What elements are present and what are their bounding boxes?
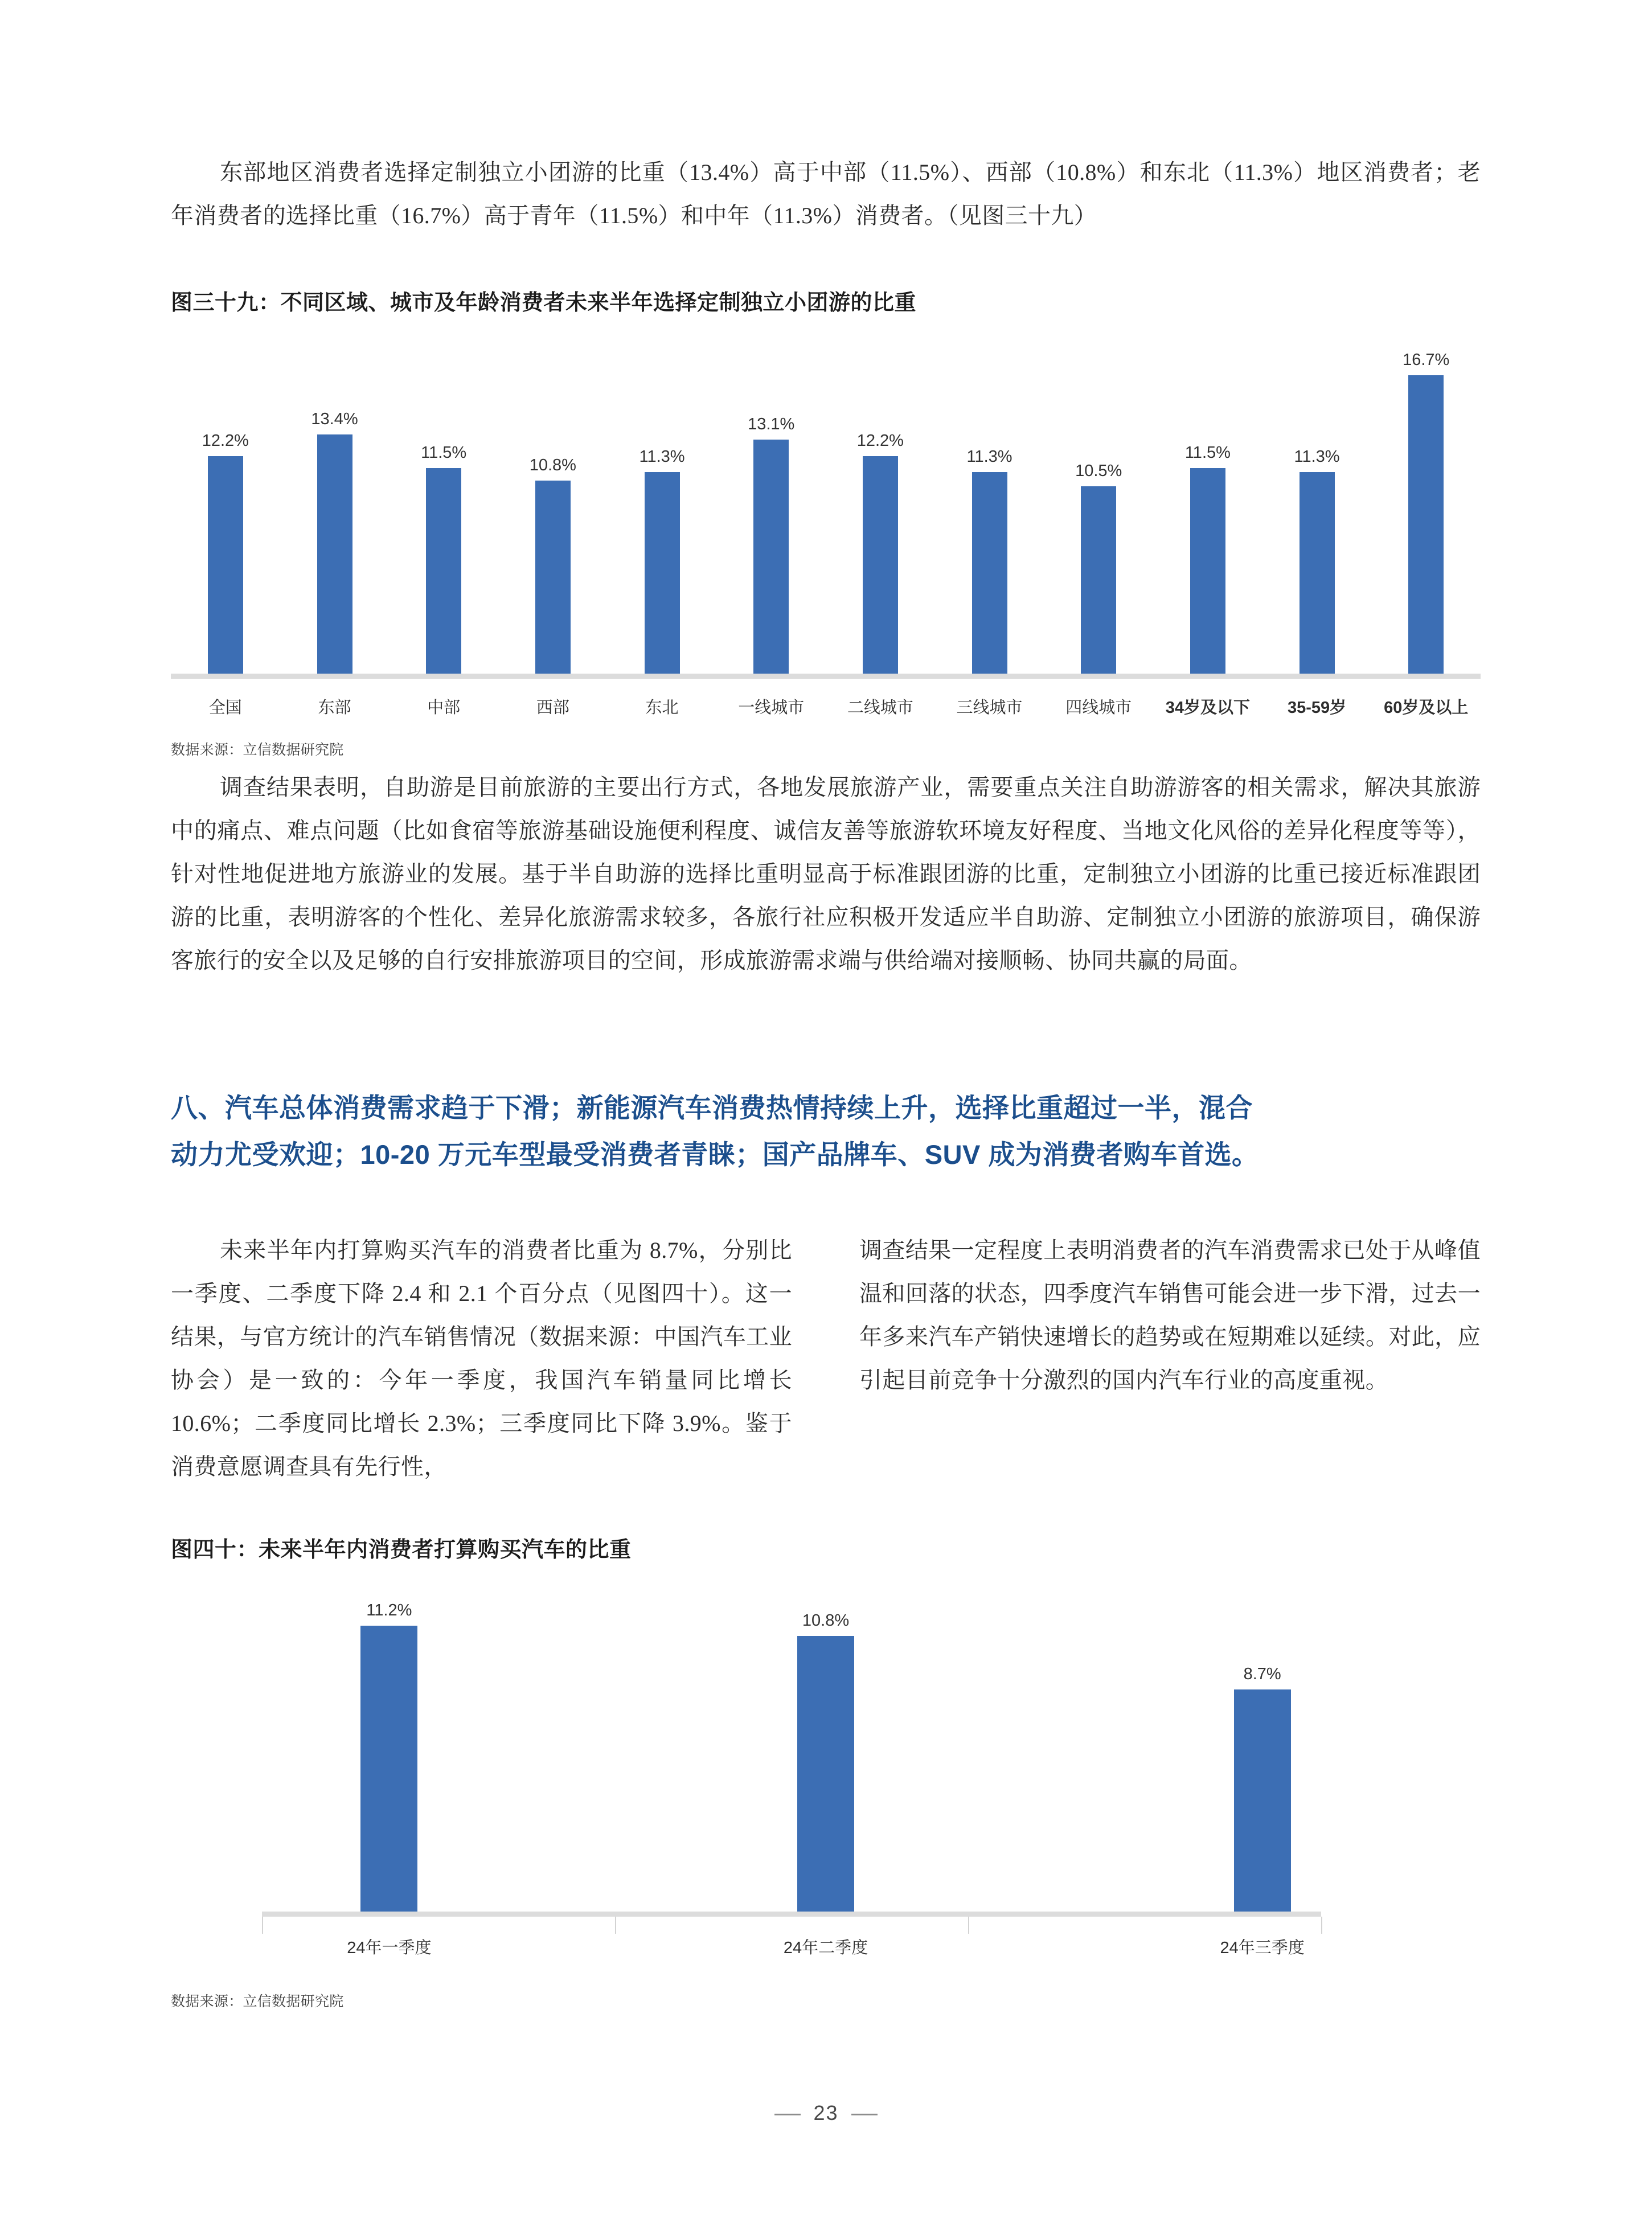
bar-group <box>935 343 1044 674</box>
bar <box>360 1601 417 1912</box>
x-axis-label: 三线城市 <box>956 699 1023 717</box>
bar <box>1075 461 1122 674</box>
bar-value-label: 12.2% <box>202 431 249 450</box>
bar-value-label: 11.5% <box>1184 444 1231 462</box>
x-axis-label: 24年三季度 <box>1220 1939 1305 1957</box>
page-footer <box>0 2101 1652 2125</box>
figure-40-source: 数据来源：立信数据研究院 <box>171 1994 344 2009</box>
figure-39-source: 数据来源：立信数据研究院 <box>171 742 344 758</box>
figure-39-chart <box>171 343 1481 718</box>
analysis-paragraph: 调查结果表明，自助游是目前旅游的主要出行方式，各地发展旅游产业，需要重点关注自助游游客的相关需求，解决其旅游中的痛点、难点问题（比如食宿等旅游基础设施便利程度、诚信友善等旅游软环境友好程度、当地文化风俗的差异化程度等等），针对性地促进地方旅游业的发展。基于半自助游的选择比重明显高于标准跟团游的比重，定制独立小团游的比重已接近标准跟团游的比重，表明游客的个性化、差异化旅游需求较多，各旅行社应积极开发适应半自助游、定制独立小团游的旅游项目，确保游客旅行的安全以及足够的自行安排旅游项目的空间，形成旅游需求端与供给端对接顺畅、协同共赢的局面。 <box>171 774 1481 973</box>
bar <box>529 456 576 674</box>
figure-40-title: 图四十：未来半年内消费者打算购买汽车的比重 <box>171 1538 632 1562</box>
figure-40 <box>171 1532 1481 2011</box>
bar-value-label: 11.5% <box>421 444 467 462</box>
bar-group <box>498 343 608 674</box>
figure-39 <box>171 285 1481 759</box>
bar-group <box>171 343 280 674</box>
bar-group <box>1371 343 1481 674</box>
intro-paragraph-block <box>171 151 1481 237</box>
bar <box>202 431 249 674</box>
bar-group <box>1044 1593 1481 1912</box>
bar-group <box>1153 343 1262 674</box>
right-column <box>859 1229 1481 1488</box>
axis-tick <box>262 1917 263 1934</box>
bar <box>1294 447 1340 674</box>
bar <box>421 444 467 674</box>
figure-39-plot-area <box>171 343 1481 674</box>
bar-group <box>608 343 717 674</box>
bar <box>966 447 1012 674</box>
x-axis-label: 二线城市 <box>847 699 913 717</box>
x-axis-label: 东部 <box>318 699 351 717</box>
bar-value-label: 10.8% <box>802 1611 850 1630</box>
footer-dash-right-icon <box>851 2114 878 2115</box>
bar-group <box>280 343 390 674</box>
bar <box>1234 1665 1291 1912</box>
figure-40-chart <box>171 1593 1481 1958</box>
bar-value-label: 11.2% <box>366 1601 412 1620</box>
figure-40-axis-wrap <box>171 1912 1481 1934</box>
bar <box>639 447 685 674</box>
bar-value-label: 13.1% <box>748 415 795 434</box>
left-column-paragraph: 未来半年内打算购买汽车的消费者比重为 8.7%，分别比一季度、二季度下降 2.4 和 2.1 个百分点（见图四十）。这一结果，与官方统计的汽车销售情况（数据来源：中国汽车工业协会）是一致的：今年一季度，我国汽车销量同比增长 10.6%；二季度同比增长 2.3%；三季度同比下降 3.9%。鉴于消费意愿调查具有先行性， <box>171 1237 792 1479</box>
figure-39-axis-line <box>171 674 1481 679</box>
bar <box>748 415 795 674</box>
figure-40-axis-line <box>262 1912 1321 1917</box>
bar-value-label: 16.7% <box>1403 351 1450 370</box>
x-axis-label: 24年一季度 <box>347 1939 432 1957</box>
bar-group <box>826 343 935 674</box>
bar-group <box>171 1593 608 1912</box>
figure-39-bars <box>171 343 1481 674</box>
bar-value-label: 10.5% <box>1075 461 1122 480</box>
intro-paragraph: 东部地区消费者选择定制独立小团游的比重（13.4%）高于中部（11.5%）、西部（10.8%）和东北（11.3%）地区消费者；老年消费者的选择比重（16.7%）高于青年（11.5%）和中年（11.3%）消费者。（见图三十九） <box>171 159 1481 228</box>
bar-value-label: 8.7% <box>1243 1665 1281 1684</box>
bar-group <box>1044 343 1153 674</box>
x-axis-label: 全国 <box>208 699 242 717</box>
figure-40-plot-area <box>171 1593 1481 1912</box>
x-axis-label: 中部 <box>427 699 461 717</box>
bar <box>1403 351 1450 674</box>
bar-value-label: 13.4% <box>311 409 358 428</box>
bar <box>856 431 904 674</box>
axis-tick <box>968 1917 969 1934</box>
analysis-paragraph-block <box>171 766 1481 982</box>
left-column <box>171 1229 792 1488</box>
section-heading-line-2: 动力尤受欢迎；10-20 万元车型最受消费者青睐；国产品牌车、SUV 成为消费者购车首选。 <box>171 1139 1259 1170</box>
x-axis-label: 24年二季度 <box>783 1939 868 1957</box>
figure-40-axis-ticks <box>171 1917 1481 1934</box>
bar-value-label: 11.3% <box>639 447 685 466</box>
bar-group <box>716 343 826 674</box>
bar-group <box>389 343 498 674</box>
bar-value-label: 11.3% <box>1294 447 1340 466</box>
x-axis-label: 东北 <box>645 699 679 717</box>
section-heading-line-1: 八、汽车总体消费需求趋于下滑；新能源汽车消费热情持续上升，选择比重超过一半，混合 <box>171 1093 1253 1123</box>
section-heading-block <box>171 1085 1481 1178</box>
axis-tick <box>1321 1917 1322 1934</box>
footer-dash-left-icon <box>774 2114 801 2115</box>
axis-tick <box>615 1917 616 1934</box>
bar-value-label: 10.8% <box>529 456 576 475</box>
figure-40-x-axis-labels <box>171 1935 1481 1958</box>
x-axis-label: 四线城市 <box>1065 699 1132 717</box>
figure-40-bars <box>171 1593 1481 1912</box>
bar <box>1184 444 1231 674</box>
bar-value-label: 12.2% <box>856 431 904 450</box>
x-axis-label: 35-59岁 <box>1287 699 1347 717</box>
x-axis-label: 34岁及以下 <box>1165 699 1251 717</box>
bar <box>797 1611 854 1912</box>
bar-group <box>608 1593 1044 1912</box>
x-axis-label: 60岁及以上 <box>1384 699 1469 717</box>
figure-39-x-axis-labels <box>171 695 1481 718</box>
bar <box>311 409 358 674</box>
bar-group <box>1262 343 1372 674</box>
right-column-paragraph: 调查结果一定程度上表明消费者的汽车消费需求已处于从峰值温和回落的状态，四季度汽车销售可能会进一步下滑，过去一年多来汽车产销快速增长的趋势或在短期难以延续。对此，应引起目前竞争十分激烈的国内汽车行业的高度重视。 <box>859 1237 1481 1393</box>
page-number: 23 <box>813 2101 839 2125</box>
x-axis-label: 一线城市 <box>738 699 805 717</box>
x-axis-label: 西部 <box>536 699 569 717</box>
bar-value-label: 11.3% <box>966 447 1012 466</box>
figure-39-title: 图三十九：不同区域、城市及年龄消费者未来半年选择定制独立小团游的比重 <box>171 291 917 315</box>
two-column-text <box>171 1229 1481 1488</box>
